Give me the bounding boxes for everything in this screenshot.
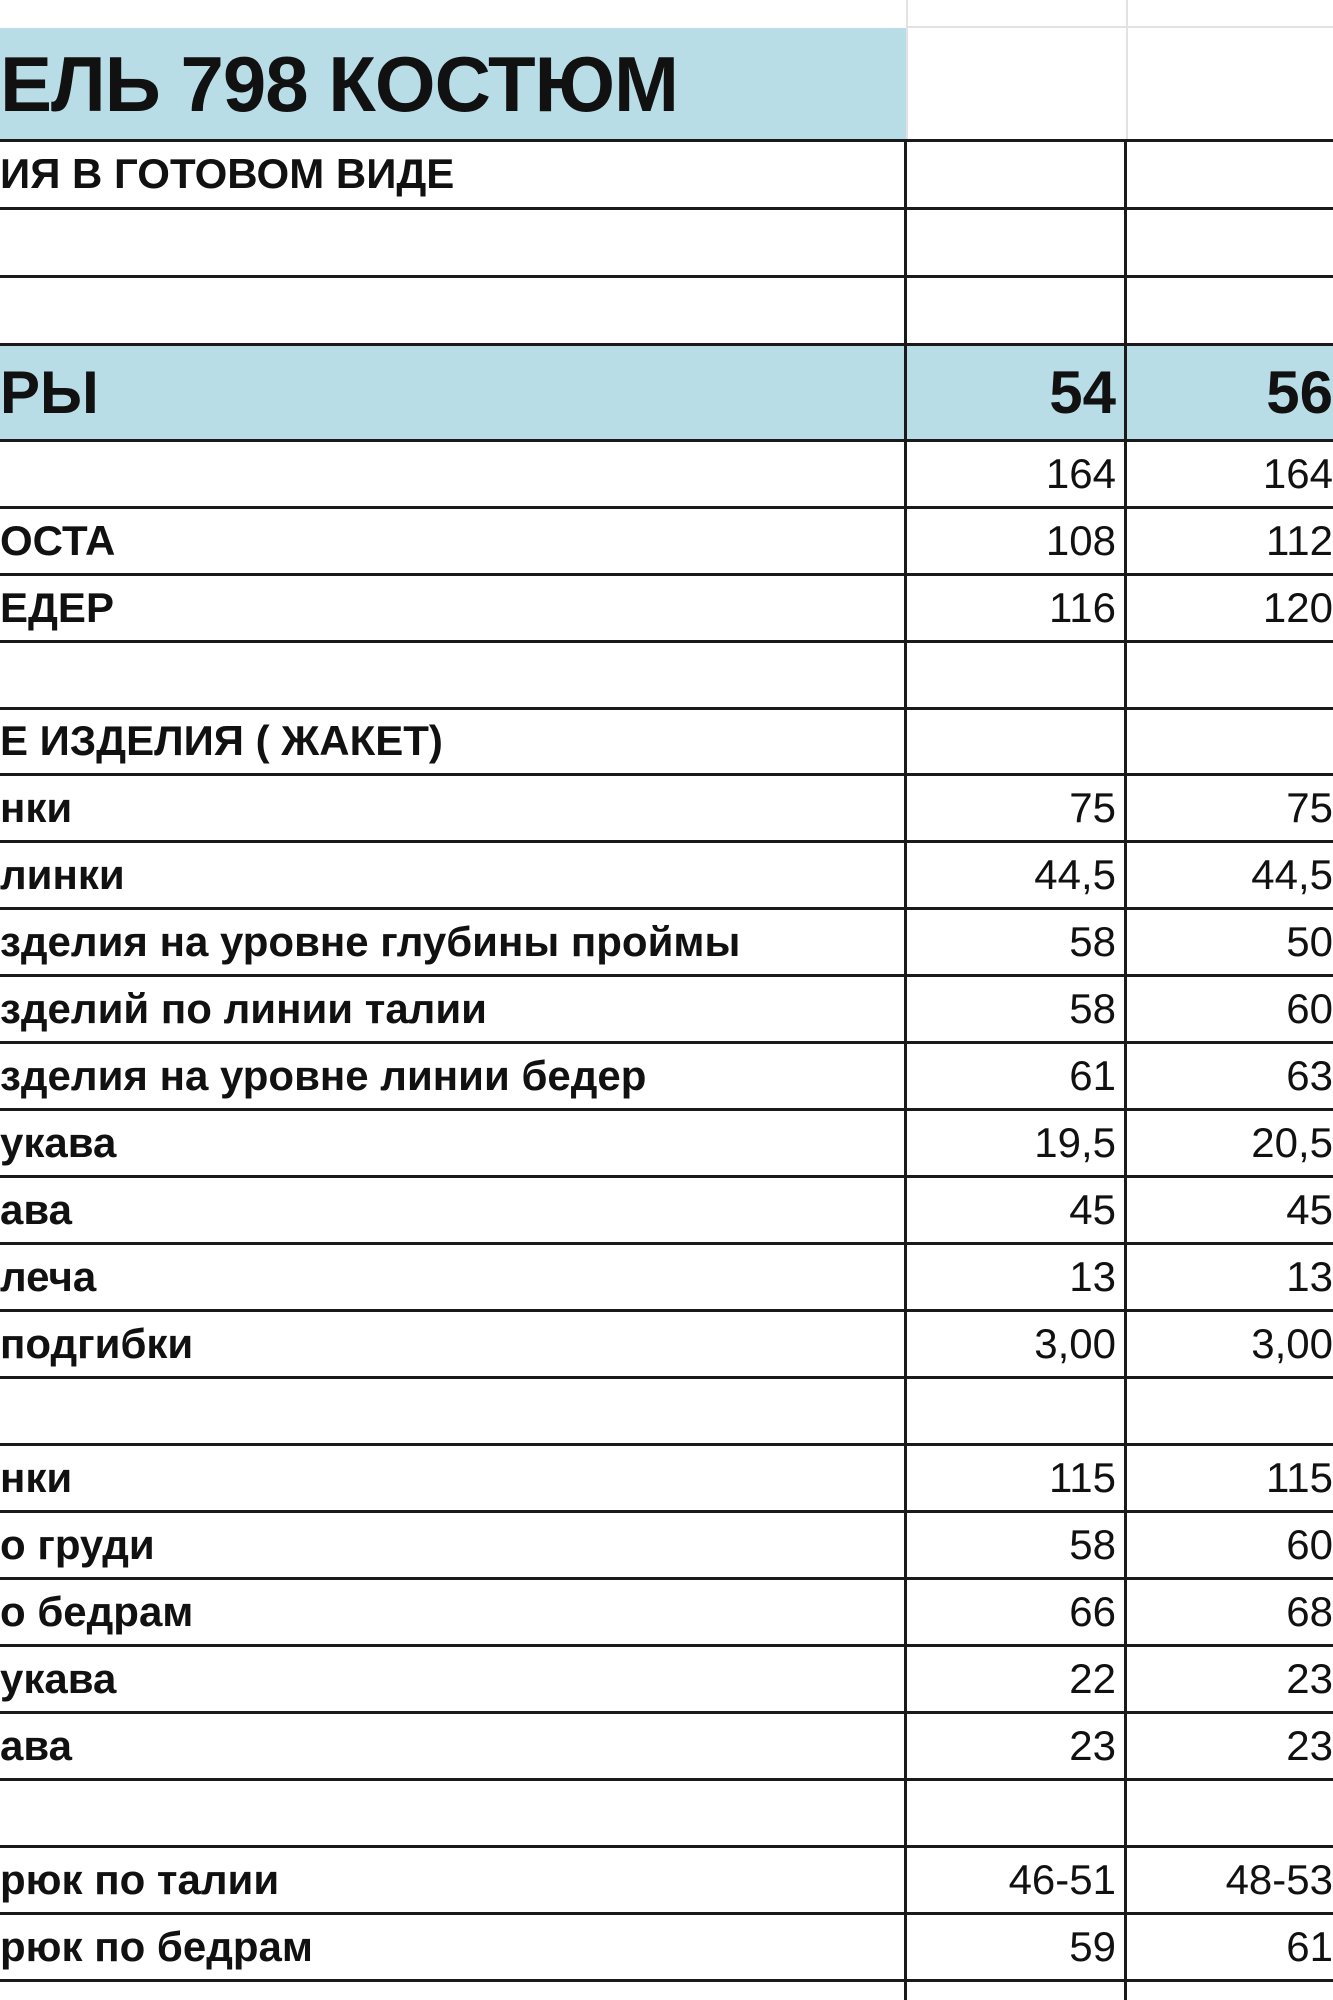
row-label[interactable]: ЕДЕР: [0, 583, 114, 631]
size-56-cell[interactable]: 20,5: [1251, 1118, 1333, 1166]
size-54-cell[interactable]: 59: [1069, 1922, 1116, 1970]
size-56-cell[interactable]: 56: [1266, 358, 1333, 426]
row-label[interactable]: ава: [0, 1721, 72, 1769]
table-row: [0, 1846, 1333, 1913]
table-row: [0, 841, 1333, 908]
row-label[interactable]: [0, 1779, 896, 1846]
row-border: [0, 573, 1333, 576]
size-56-cell[interactable]: [1126, 641, 1333, 708]
table-row: [0, 276, 1333, 344]
row-border: [0, 1912, 1333, 1915]
row-border: [0, 1175, 1333, 1178]
size-56-cell[interactable]: 3,00: [1251, 1319, 1333, 1367]
row-border: [0, 1242, 1333, 1245]
table-row: [0, 1042, 1333, 1109]
size-header-row: [0, 344, 1333, 440]
size-54-cell[interactable]: [906, 708, 1116, 774]
size-54-cell[interactable]: [906, 1779, 1116, 1846]
size-54-cell[interactable]: 23: [1069, 1721, 1116, 1769]
size-54-cell[interactable]: [906, 641, 1116, 708]
table-row: [0, 1176, 1333, 1243]
size-56-cell[interactable]: 75: [1286, 783, 1333, 831]
row-label[interactable]: Е ИЗДЕЛИЯ ( ЖАКЕТ): [0, 717, 443, 764]
row-border: [0, 1041, 1333, 1044]
row-label[interactable]: [0, 276, 896, 344]
size-54-cell[interactable]: 61: [1069, 1051, 1116, 1099]
row-label[interactable]: нки: [0, 783, 73, 831]
row-label[interactable]: ОСТА: [0, 516, 116, 564]
row-label[interactable]: РЫ: [0, 358, 99, 426]
size-54-cell[interactable]: [906, 208, 1116, 276]
row-border: [0, 439, 1333, 442]
row-border: [0, 1711, 1333, 1714]
table-row: [0, 1444, 1333, 1511]
size-56-cell[interactable]: [1126, 140, 1333, 208]
size-54-cell[interactable]: [906, 140, 1116, 208]
row-label[interactable]: [0, 641, 896, 708]
size-56-cell[interactable]: 61: [1286, 1922, 1333, 1970]
row-border: [0, 1443, 1333, 1446]
row-label[interactable]: рюк по талии: [0, 1855, 280, 1903]
row-border: [0, 1644, 1333, 1647]
size-56-cell[interactable]: 23: [1286, 1654, 1333, 1702]
size-54-cell[interactable]: 116: [1049, 583, 1116, 631]
table-row: [0, 208, 1333, 276]
table-row: [0, 908, 1333, 975]
size-54-cell[interactable]: 45: [1069, 1185, 1116, 1233]
row-label[interactable]: нки: [0, 1453, 73, 1501]
row-label[interactable]: укава: [0, 1654, 117, 1702]
size-56-cell[interactable]: 23: [1286, 1721, 1333, 1769]
size-54-cell[interactable]: 66: [1069, 1587, 1116, 1635]
size-54-cell[interactable]: 44,5: [1034, 850, 1116, 898]
size-54-cell[interactable]: 58: [1069, 984, 1116, 1032]
table-row: [0, 1243, 1333, 1310]
size-56-cell[interactable]: 60: [1286, 984, 1333, 1032]
size-56-cell[interactable]: 68: [1286, 1587, 1333, 1635]
table-row: [0, 1511, 1333, 1578]
row-label[interactable]: [0, 1377, 896, 1444]
row-label[interactable]: зделия на уровне глубины проймы: [0, 917, 741, 965]
row-label[interactable]: подгибки: [0, 1319, 194, 1367]
table-row: [0, 1645, 1333, 1712]
gridline: [906, 26, 1333, 28]
size-54-cell[interactable]: 164: [1045, 449, 1116, 497]
row-border: [0, 1510, 1333, 1513]
row-label[interactable]: [0, 208, 896, 276]
row-label[interactable]: рюк по бедрам: [0, 1922, 313, 1970]
size-54-cell[interactable]: [906, 1377, 1116, 1444]
table-row: [0, 574, 1333, 641]
size-56-cell[interactable]: 44,5: [1251, 850, 1333, 898]
table-row: [0, 140, 1333, 208]
size-56-cell[interactable]: 63: [1286, 1051, 1333, 1099]
size-56-cell[interactable]: 45: [1286, 1185, 1333, 1233]
gridline: [906, 0, 908, 140]
row-label[interactable]: о бедрам: [0, 1587, 194, 1635]
row-label[interactable]: зделия на уровне линии бедер: [0, 1051, 647, 1099]
row-border: [0, 974, 1333, 977]
size-54-cell[interactable]: 58: [1069, 917, 1116, 965]
size-56-cell[interactable]: [1126, 208, 1333, 276]
size-56-cell[interactable]: [1126, 1779, 1333, 1846]
row-border: [0, 139, 1333, 142]
size-56-cell[interactable]: 115: [1266, 1453, 1333, 1501]
column-border: [904, 140, 907, 2000]
size-56-cell[interactable]: 120: [1262, 583, 1333, 631]
size-56-cell[interactable]: [1126, 708, 1333, 774]
gridline: [1126, 0, 1128, 140]
row-border: [0, 1376, 1333, 1379]
row-border: [0, 907, 1333, 910]
row-label[interactable]: линки: [0, 850, 125, 898]
size-54-cell[interactable]: 46-51: [1008, 1855, 1116, 1903]
row-border: [0, 1108, 1333, 1111]
table-row: [0, 1712, 1333, 1779]
size-56-cell[interactable]: 48-53: [1225, 1855, 1333, 1903]
size-54-cell[interactable]: 75: [1069, 783, 1116, 831]
size-54-cell[interactable]: 115: [1049, 1453, 1116, 1501]
row-label[interactable]: укава: [0, 1118, 117, 1166]
size-56-cell[interactable]: [1126, 1377, 1333, 1444]
row-border: [0, 1577, 1333, 1580]
column-border: [1124, 140, 1127, 2000]
row-label[interactable]: [0, 440, 896, 507]
row-border: [0, 640, 1333, 643]
row-label[interactable]: о груди: [0, 1520, 155, 1568]
row-border: [0, 1309, 1333, 1312]
size-56-cell[interactable]: 13: [1286, 1252, 1333, 1300]
size-54-cell[interactable]: [906, 276, 1116, 344]
size-54-cell[interactable]: 19,5: [1034, 1118, 1116, 1166]
size-56-cell[interactable]: 164: [1262, 449, 1333, 497]
size-54-cell[interactable]: 13: [1069, 1252, 1116, 1300]
row-border: [0, 343, 1333, 346]
row-border: [0, 840, 1333, 843]
table-row: [0, 440, 1333, 507]
table-row: [0, 975, 1333, 1042]
row-border: [0, 707, 1333, 710]
table-row: [0, 1779, 1333, 1846]
size-54-cell[interactable]: 108: [1045, 516, 1116, 564]
size-56-cell[interactable]: [1126, 276, 1333, 344]
table-row: [0, 1377, 1333, 1444]
table-row: [0, 507, 1333, 574]
row-label[interactable]: ава: [0, 1185, 72, 1233]
size-56-cell[interactable]: 50: [1286, 917, 1333, 965]
table-row: [0, 641, 1333, 708]
size-56-cell[interactable]: 60: [1286, 1520, 1333, 1568]
size-54-cell[interactable]: 3,00: [1034, 1319, 1116, 1367]
size-56-cell[interactable]: 112: [1266, 516, 1333, 564]
row-border: [0, 1778, 1333, 1781]
table-row: [0, 1109, 1333, 1176]
row-border: [0, 1979, 1333, 1982]
row-border: [0, 275, 1333, 278]
row-border: [0, 207, 1333, 210]
row-border: [0, 773, 1333, 776]
size-54-cell[interactable]: 54: [1049, 358, 1116, 426]
table-row: [0, 774, 1333, 841]
table-row: [0, 1310, 1333, 1377]
size-54-cell[interactable]: 22: [1069, 1654, 1116, 1702]
row-label[interactable]: зделий по линии талии: [0, 984, 487, 1032]
row-label[interactable]: ИЯ В ГОТОВОМ ВИДЕ: [0, 150, 455, 197]
sheet-title: ЕЛЬ 798 КОСТЮМ: [0, 40, 679, 128]
row-border: [0, 1845, 1333, 1848]
table-row: [0, 1578, 1333, 1645]
table-row: [0, 708, 1333, 774]
table-row: [0, 1913, 1333, 1980]
row-border: [0, 506, 1333, 509]
row-label[interactable]: леча: [0, 1252, 97, 1300]
size-54-cell[interactable]: 58: [1069, 1520, 1116, 1568]
